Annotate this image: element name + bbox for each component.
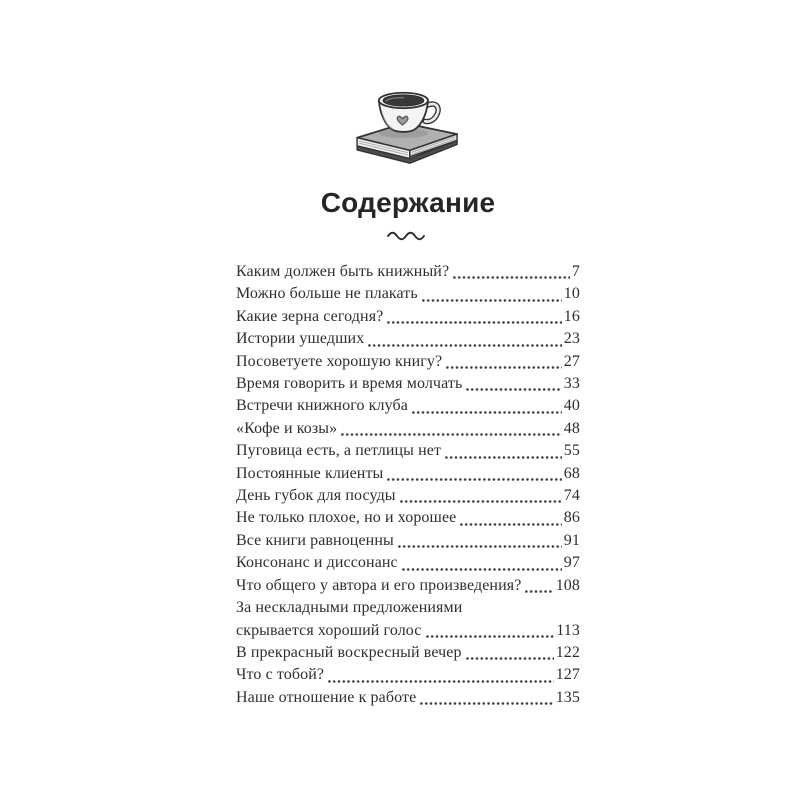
toc-entry	[236, 642, 580, 664]
toc-entry-page: 86	[563, 509, 580, 527]
dot-leader	[341, 418, 562, 440]
toc-entry-page: 74	[563, 487, 580, 505]
toc-entry	[236, 597, 580, 619]
dot-leader	[398, 530, 562, 552]
toc-entry-page: 48	[563, 419, 580, 437]
dot-leader	[368, 328, 562, 350]
coffee-cup-on-book-icon	[347, 85, 469, 165]
toc-entry-title: Можно больше не плакать	[236, 285, 418, 303]
toc-entry	[236, 552, 580, 574]
toc-entry-page: 135	[555, 688, 580, 706]
page-title: Содержание	[320, 187, 496, 218]
dot-leader	[525, 575, 553, 597]
toc-entry	[236, 687, 580, 709]
toc-entry-page: 10	[563, 285, 580, 303]
toc-entry	[236, 620, 580, 642]
toc-entry	[236, 418, 580, 440]
dot-leader	[412, 395, 562, 417]
toc-entry	[236, 664, 580, 686]
toc-entry-title: Встречи книжного клуба	[236, 397, 408, 415]
toc-entry-title: Что общего у автора и его произведения?	[236, 576, 522, 594]
toc-entry	[236, 395, 580, 417]
dot-leader	[422, 283, 562, 305]
dot-leader	[328, 664, 554, 686]
toc-entry-title: Что с тобой?	[236, 666, 325, 684]
toc-entry	[236, 373, 580, 395]
toc-entry-page: 127	[555, 666, 580, 684]
toc-entry-page: 97	[563, 554, 580, 572]
toc-entry-page: 33	[563, 375, 580, 393]
dot-leader	[400, 485, 562, 507]
toc-entry-title: В прекрасный воскресный вечер	[236, 643, 462, 661]
toc-entry-page: 16	[563, 307, 580, 325]
dot-leader	[426, 620, 555, 642]
toc-entry	[236, 306, 580, 328]
toc-entry-page: 27	[563, 352, 580, 370]
toc-entry-title: Все книги равноценны	[236, 531, 394, 549]
toc-entry	[236, 283, 580, 305]
dot-leader	[387, 463, 561, 485]
toc-entry	[236, 507, 580, 529]
toc-entry	[236, 575, 580, 597]
toc-entry-page: 68	[563, 464, 580, 482]
toc-entry-title: Наше отношение к работе	[236, 688, 417, 706]
toc-entry-page: 122	[555, 643, 580, 661]
toc-entry-page: 113	[556, 621, 580, 639]
coffee-cup-icon	[379, 93, 438, 132]
dot-leader	[402, 552, 562, 574]
dot-leader	[466, 373, 561, 395]
toc-entry-title: Посоветуете хорошую книгу?	[236, 352, 443, 370]
toc-entry	[236, 440, 580, 462]
toc-entry-title: За нескладными предложениями	[236, 599, 463, 617]
toc-entry-title: Не только плохое, но и хорошее	[236, 509, 457, 527]
toc-entry-title: скрывается хороший голос	[236, 621, 422, 639]
toc-entry-title: Каким должен быть книжный?	[236, 263, 450, 280]
toc-entry	[236, 530, 580, 552]
toc-entry-title: Истории ушедших	[236, 330, 365, 348]
toc-entry	[236, 328, 580, 350]
toc-entry-page: 91	[563, 531, 580, 549]
toc-entry	[236, 351, 580, 373]
toc-entry-page: 55	[563, 442, 580, 460]
dot-leader	[445, 440, 562, 462]
toc-entry	[236, 261, 580, 283]
toc-entry-title: Постоянные клиенты	[236, 464, 384, 482]
toc-entry-page: 40	[563, 397, 580, 415]
toc-entry	[236, 463, 580, 485]
toc-entry-title: Консонанс и диссонанс	[236, 554, 398, 572]
dot-leader	[453, 261, 570, 283]
coffee-cup-on-book-illustration	[347, 85, 469, 165]
toc-entry-title: Пуговица есть, а петлицы нет	[236, 442, 442, 460]
dot-leader	[460, 507, 561, 529]
dot-leader	[387, 306, 561, 328]
toc-entry-page: 23	[563, 330, 580, 348]
toc-entry	[236, 485, 580, 507]
toc-entry-title: Время говорить и время молчать	[236, 375, 463, 393]
toc-entry-title: День губок для посуды	[236, 487, 396, 505]
toc-entry-page: 108	[555, 576, 580, 594]
dot-leader	[420, 687, 553, 709]
toc-list	[236, 261, 580, 709]
toc-entry-title: Какие зерна сегодня?	[236, 307, 384, 325]
squiggle-divider-icon	[236, 229, 580, 241]
toc-entry-page: 7	[571, 263, 580, 280]
dot-leader	[466, 642, 554, 664]
dot-leader	[446, 351, 562, 373]
toc-entry-title: «Кофе и козы»	[236, 419, 338, 437]
